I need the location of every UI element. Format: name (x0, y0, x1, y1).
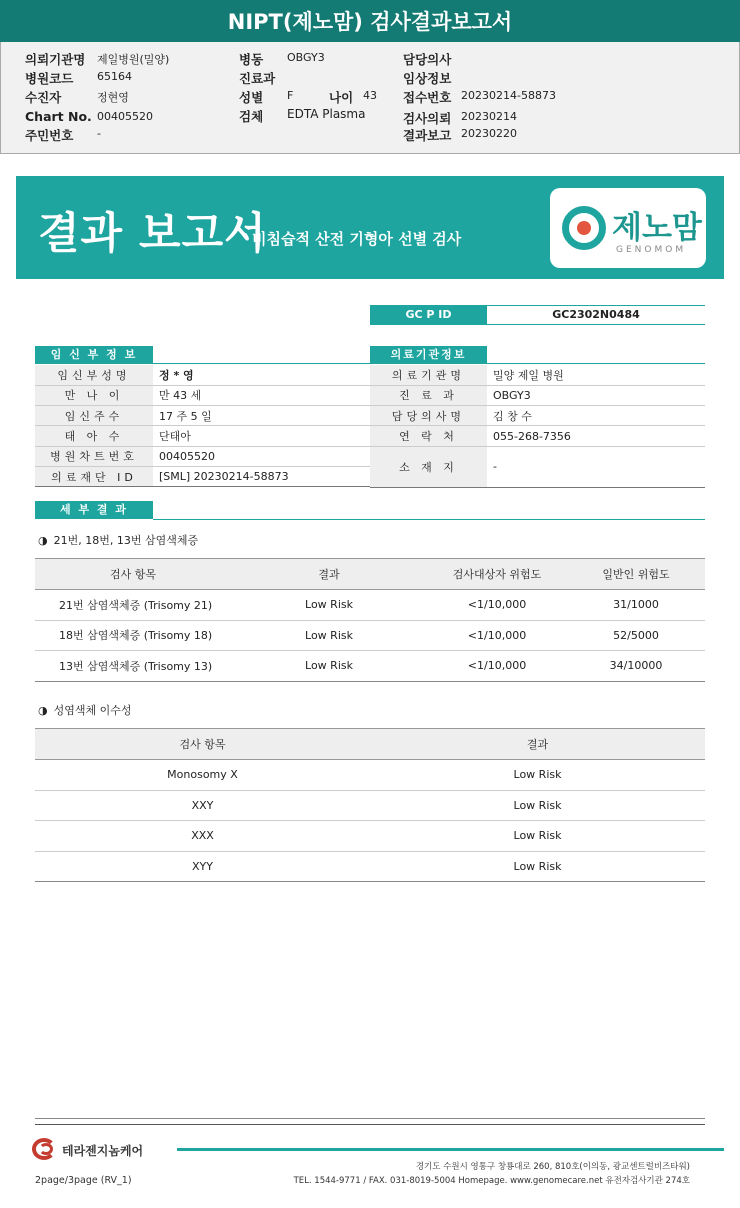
report-title: NIPT(제노맘) 검사결과보고서 (0, 0, 740, 42)
institution-field: 의뢰기관명 제일병원(밀양) (25, 52, 170, 67)
table-cell: 00405520 (153, 446, 370, 466)
table-row (35, 590, 705, 621)
banner-title: 결과 보고서 (38, 209, 267, 259)
table-cell: 임신부성명 (35, 365, 153, 385)
pregnant-info-rule (153, 363, 370, 364)
footer-rule-top (35, 1118, 705, 1119)
table-cell: 055-268-7356 (487, 426, 705, 446)
table-header-row (35, 729, 705, 760)
pregnant-info-header: 임 신 부 정 보 (35, 346, 153, 364)
company-contact: TEL. 1544-9771 / FAX. 031-8019-5004 Homepage. www.genomecare.net 유전자검사기관 274호 (293, 1176, 690, 1186)
table-cell: <1/10,000 (427, 620, 567, 651)
table-row (370, 365, 705, 385)
age-field: 나이 43 (329, 89, 377, 105)
table-cell: XXX (35, 821, 370, 852)
table-cell: 52/5000 (567, 620, 705, 651)
table-cell: 의료재단 ID (35, 466, 153, 486)
table-row (35, 851, 705, 882)
table-cell: Low Risk (370, 851, 705, 882)
table-cell: 의료기관명 (370, 365, 487, 385)
header-info-box (0, 42, 740, 154)
doctor-field: 담당의사 (403, 52, 452, 67)
company-name: 테라젠지놈케어 (62, 1144, 144, 1158)
table-row (35, 426, 370, 446)
table-cell: 정 * 영 (153, 365, 370, 385)
clinical-field: 임상정보 (403, 71, 452, 86)
genomom-logo: 제노맘 GENOMOM (550, 188, 706, 268)
table-cell: 18번 삼염색체증 (Trisomy 18) (35, 620, 231, 651)
table-cell: OBGY3 (487, 385, 705, 405)
detail-results-header: 세 부 결 과 (35, 501, 153, 519)
table-header-row (35, 559, 705, 590)
table-row (35, 790, 705, 821)
footer-rule-bottom (35, 1124, 705, 1125)
table-cell: Low Risk (231, 590, 427, 621)
ward-field: 병동 OBGY3 (239, 51, 325, 67)
specimen-field: 검체 EDTA Plasma (239, 107, 366, 124)
table-row (35, 365, 370, 385)
table-row (35, 760, 705, 791)
result-banner (16, 176, 724, 279)
trisomy-table (35, 558, 705, 682)
table-cell: 만 43 세 (153, 385, 370, 405)
institution-info-header: 의료기관정보 (370, 346, 487, 364)
table-cell: Low Risk (231, 620, 427, 651)
table-cell: 일반인 위험도 (567, 559, 705, 590)
table-cell: 결과 (231, 559, 427, 590)
table-row (370, 406, 705, 426)
table-cell: 임신주수 (35, 406, 153, 426)
table-row (370, 385, 705, 405)
table-cell: 13번 삼염색체증 (Trisomy 13) (35, 651, 231, 682)
table-cell: [SML] 20230214-58873 (153, 466, 370, 486)
terragen-logo-icon (32, 1138, 60, 1160)
table-cell: XYY (35, 851, 370, 882)
table-cell: 결과 (370, 729, 705, 760)
half-circle-icon: ◑ (38, 534, 48, 547)
chart-no-field: Chart No. 00405520 (25, 109, 153, 124)
table-cell: 단태아 (153, 426, 370, 446)
table-cell: <1/10,000 (427, 590, 567, 621)
institution-info-rule (487, 363, 705, 364)
table-cell: 담당의사명 (370, 406, 487, 426)
report-date-field: 결과보고 20230220 (403, 127, 517, 143)
table-row (35, 821, 705, 852)
table-cell: 21번 삼염색체증 (Trisomy 21) (35, 590, 231, 621)
request-field: 검사의뢰 20230214 (403, 110, 517, 126)
page-number: 2page/3page (RV_1) (35, 1175, 132, 1186)
detail-results-rule (153, 519, 705, 520)
table-row (35, 406, 370, 426)
gcpid-value: GC2302N0484 (487, 305, 705, 325)
receipt-field: 접수번호 20230214-58873 (403, 89, 556, 105)
sex-chromosome-heading: ◑ 성염색체 이수성 (38, 704, 132, 717)
resident-no-field: 주민번호 - (25, 127, 101, 143)
table-cell: <1/10,000 (427, 651, 567, 682)
table-cell: - (487, 446, 705, 487)
table-cell: XXY (35, 790, 370, 821)
table-cell: 17 주 5 일 (153, 406, 370, 426)
table-cell: Low Risk (370, 821, 705, 852)
table-cell: Low Risk (231, 651, 427, 682)
table-row (35, 651, 705, 682)
table-cell: 31/1000 (567, 590, 705, 621)
company-address: 경기도 수원시 영통구 창룡대로 260, 810호(이의동, 광교센트럴비즈타워) (415, 1162, 690, 1172)
table-cell: 밀양 제일 병원 (487, 365, 705, 385)
table-row (35, 466, 370, 486)
table-row (35, 446, 370, 466)
trisomy-heading: ◑ 21번, 18번, 13번 삼염색체증 (38, 534, 199, 547)
table-cell: 만 나 이 (35, 385, 153, 405)
table-cell: 검사대상자 위험도 (427, 559, 567, 590)
table-row (370, 426, 705, 446)
footer-accent-bar (177, 1148, 724, 1151)
table-cell: Low Risk (370, 760, 705, 791)
table-cell: 검사 항목 (35, 559, 231, 590)
table-cell: 소 재 지 (370, 446, 487, 487)
institution-info-table (370, 365, 705, 488)
gcpid-label: GC P ID (370, 305, 487, 325)
table-cell: Low Risk (370, 790, 705, 821)
genomom-mark-icon (562, 206, 606, 250)
banner-subtitle: 비침습적 산전 기형아 선별 검사 (252, 230, 462, 248)
hospital-code-field: 병원코드 65164 (25, 70, 132, 86)
sex-chromosome-table (35, 728, 705, 882)
sex-field: 성별 F (239, 89, 294, 105)
table-cell: 34/10000 (567, 651, 705, 682)
examinee-field: 수진자 정현영 (25, 90, 129, 105)
table-row (35, 620, 705, 651)
table-row (35, 385, 370, 405)
table-cell: 태 아 수 (35, 426, 153, 446)
pregnant-info-table (35, 365, 370, 487)
table-cell: 연 락 처 (370, 426, 487, 446)
table-cell: 병원차트번호 (35, 446, 153, 466)
table-cell: 김 창 수 (487, 406, 705, 426)
department-field: 진료과 (239, 71, 276, 86)
table-cell: 검사 항목 (35, 729, 370, 760)
half-circle-icon: ◑ (38, 704, 48, 717)
table-cell: 진 료 과 (370, 385, 487, 405)
table-row (370, 446, 705, 487)
table-cell: Monosomy X (35, 760, 370, 791)
